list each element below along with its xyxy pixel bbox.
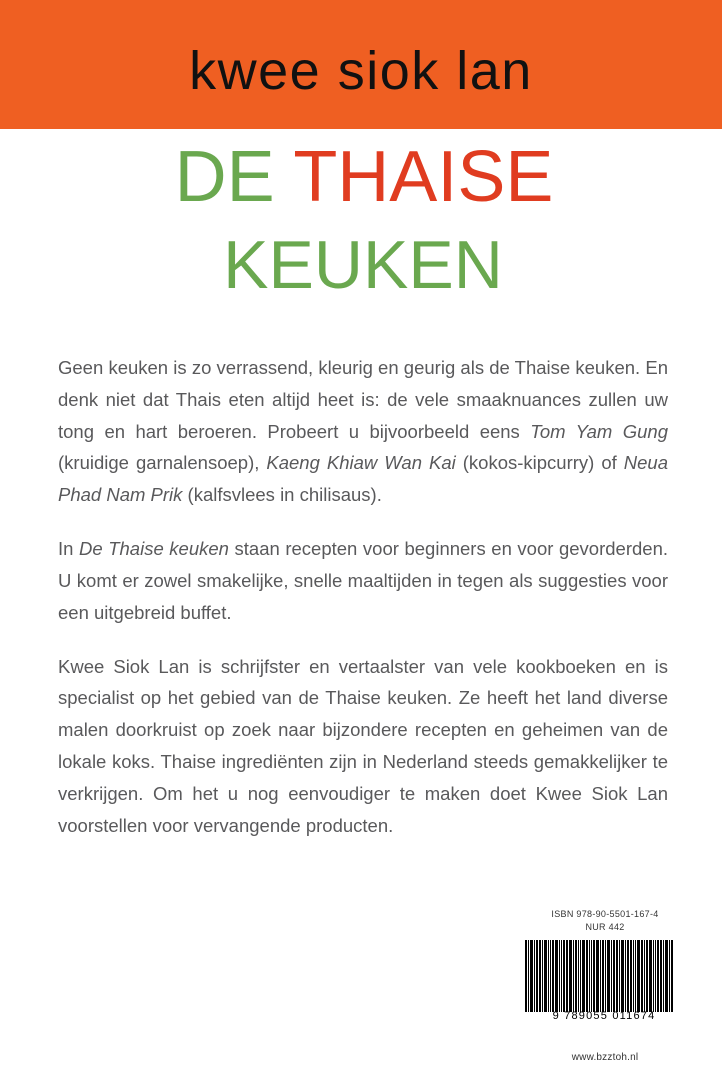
title-word-keuken: KEUKEN [223,226,503,303]
blurb-p1-d: (kalfsvlees in chilisaus). [182,484,382,506]
author-name: kwee siok lan [189,40,533,101]
nur-code: NUR 442 [585,922,625,933]
blurb-text [58,352,668,841]
title-word-de: DE [174,137,294,217]
publisher-url[interactable]: www.bzztoh.nl [571,1052,639,1063]
isbn-number: ISBN 978-90-5501-167-4 [551,909,659,919]
title-word-thaise: THAISE [293,137,554,217]
blurb-paragraph-2 [58,533,668,628]
recipe-name-tom-yam-gung: Tom Yam Gung [530,420,669,442]
blurb-p1-b: (kruidige garnalensoep), [58,452,267,474]
barcode-bars [525,940,683,1012]
blurb-p1-c: (kokos-kipcurry) of [455,452,624,474]
title-line-one [0,137,722,217]
blurb-paragraph-1 [58,352,668,511]
blurb-p1-a: Geen keuken is zo verrassend, kleurig en geurig als de Thaise keuken. En denk niet dat Thais eten altijd heet is: de vele smaaknuances zullen uw tong en hart beroeren. Probeert u bijvoorbeeld eens [58,357,668,442]
blurb-p2-a: In [58,538,79,560]
barcode [520,940,688,1022]
recipe-name-kaeng-khiaw-wan-kai: Kaeng Khiaw Wan Kai [266,452,456,474]
isbn-area [520,908,690,1022]
blurb-paragraph-3: Kwee Siok Lan is schrijfster en vertaalster van vele kookboeken en is specialist op het gebied van de Thaise keuken. Ze heeft het land diverse malen doorkruist op zoek naar bijzondere recepten en geheimen van de lokale koks. Thaise ingrediënten zijn in Nederland steeds gemakkelijker te verkrijgen. Om het u nog eenvoudiger te maken doet Kwee Siok Lan voorstellen voor vervangende producten. [58,655,668,836]
title-block [0,137,722,303]
book-title-reference: De Thaise keuken [79,538,229,560]
blurb-p2-b: staan recepten voor beginners en voor gevorderden. U komt er zowel smakelijke, snelle maaltijden in tegen als suggesties voor een uitgebreid buffet. [58,538,668,623]
barcode-digits: 9 789055 011674 [552,1010,656,1023]
recipe-name-neua-phad-nam-prik: Neua Phad Nam Prik [58,452,669,506]
